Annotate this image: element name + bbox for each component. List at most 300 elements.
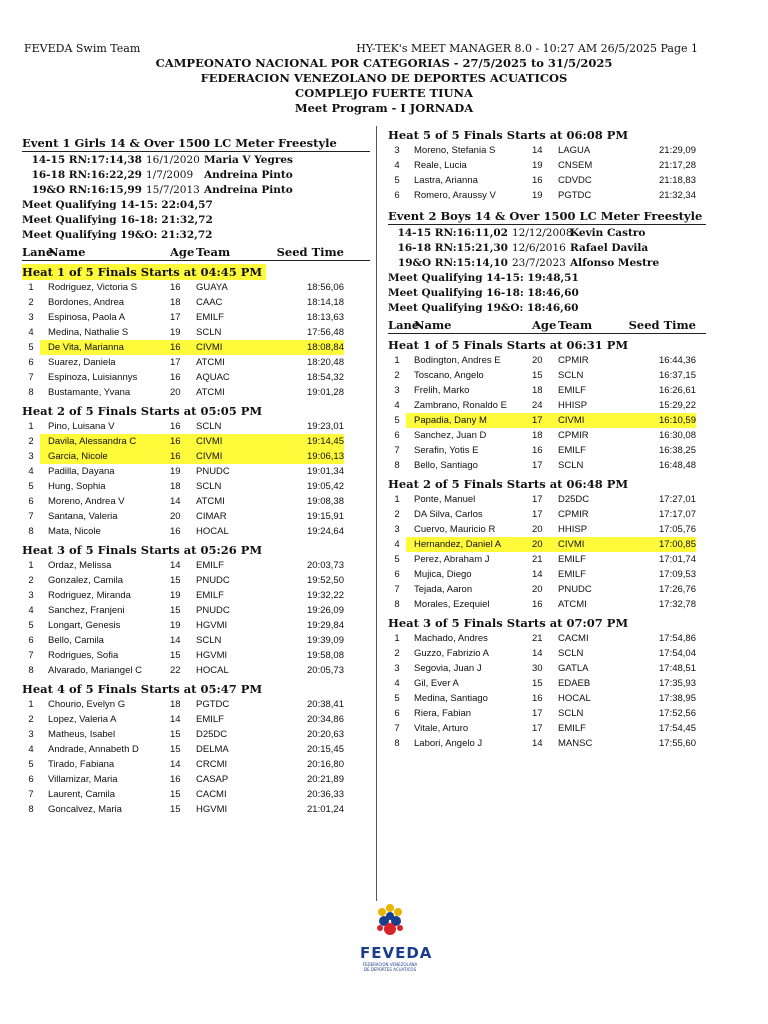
logo-subtext: FEDERACION VENEZOLANA DE DEPORTES ACUATICOS [362, 962, 418, 972]
swimmer-team: ATCMI [558, 599, 587, 610]
swimmer-age: 21 [532, 554, 543, 565]
seed-time: 19:01,28 [307, 387, 344, 398]
table-row [22, 742, 370, 757]
swimmer-name: Villamizar, Maria [48, 774, 118, 785]
event-title: Event 1 Girls 14 & Over 1500 LC Meter Freestyle [22, 136, 370, 152]
lane-number: 7 [394, 445, 400, 456]
lane-number: 5 [28, 481, 34, 492]
swimmer-age: 19 [170, 620, 181, 631]
seed-time: 18:56,06 [307, 282, 344, 293]
lane-number: 4 [28, 327, 34, 338]
table-row [388, 458, 706, 473]
table-row [22, 449, 370, 464]
swimmer-age: 18 [532, 385, 543, 396]
seed-time: 19:39,09 [307, 635, 344, 646]
swimmer-age: 14 [170, 635, 181, 646]
swimmer-name: Garcia, Nicole [40, 449, 170, 464]
record-date: 1/7/2009 [146, 169, 194, 181]
seed-time: 18:08,84 [256, 340, 344, 355]
seed-time: 21:01,24 [307, 804, 344, 815]
swimmer-team: CPMIR [558, 509, 589, 520]
swimmer-team: ATCMI [196, 496, 225, 507]
swimmer-team: CIVMI [558, 537, 608, 552]
meet-qualifying: Meet Qualifying 14-15: 22:04,57 [22, 199, 213, 211]
swimmer-age: 21 [532, 633, 543, 644]
column-header-lane: Lane [22, 245, 54, 259]
swimmer-age: 16 [532, 599, 543, 610]
swimmer-age: 16 [170, 774, 181, 785]
lane-number: 4 [28, 744, 34, 755]
heat-title: Heat 3 of 5 Finals Starts at 07:07 PM [388, 616, 629, 630]
swimmer-age: 17 [532, 460, 543, 471]
swimmer-team: CIVMI [558, 413, 608, 428]
swimmer-team: EMILF [558, 569, 586, 580]
seed-time: 17:54,86 [659, 633, 696, 644]
table-row [388, 492, 706, 507]
heat-title-row [22, 678, 370, 697]
swimmer-age: 17 [170, 312, 181, 323]
column-header-seed: Seed Time [628, 318, 696, 332]
seed-time: 20:05,73 [307, 665, 344, 676]
seed-time: 21:18,83 [659, 175, 696, 186]
lane-number: 4 [394, 678, 400, 689]
seed-time: 17:17,07 [659, 509, 696, 520]
swimmer-name: Morales, Ezequiel [414, 599, 490, 610]
table-row [22, 712, 370, 727]
seed-time: 19:29,84 [307, 620, 344, 631]
table-row [388, 443, 706, 458]
record-date: 12/12/2008 [512, 227, 573, 239]
swimmer-name: Hung, Sophia [48, 481, 106, 492]
swimmer-name: Alvarado, Mariangel C [48, 665, 142, 676]
swimmer-name: Sanchez, Franjeni [48, 605, 125, 616]
swimmer-age: 16 [170, 434, 196, 449]
meet-qualifying: Meet Qualifying 19&O: 21:32,72 [22, 229, 213, 241]
table-row [388, 676, 706, 691]
swimmer-team: SCLN [558, 370, 584, 381]
seed-time: 17:35,93 [659, 678, 696, 689]
swimmer-name: Moreno, Andrea V [48, 496, 125, 507]
table-row [388, 721, 706, 736]
meet-qualifying: Meet Qualifying 19&O: 18:46,60 [388, 302, 579, 314]
meet-title: CAMPEONATO NACIONAL POR CATEGORIAS - 27/5/2025 to 31/5/2025 [155, 56, 613, 70]
swimmer-name: Labori, Angelo J [414, 738, 483, 749]
swimmer-age: 17 [532, 708, 543, 719]
table-row [22, 310, 370, 325]
swimmer-team: PGTDC [196, 699, 230, 710]
swimmer-age: 14 [170, 496, 181, 507]
swimmer-team: HGVMI [196, 650, 228, 661]
swimmer-age: 20 [170, 511, 181, 522]
table-row [388, 597, 706, 612]
seed-time: 20:15,45 [307, 744, 344, 755]
swimmer-team: SCLN [196, 481, 222, 492]
swimmer-age: 19 [532, 160, 543, 171]
swimmer-age: 19 [170, 327, 181, 338]
seed-time: 17:00,85 [608, 537, 696, 552]
swimmer-team: SCLN [196, 327, 222, 338]
record-holder: Andreina Pinto [204, 184, 293, 196]
swimmer-team: SCLN [558, 708, 584, 719]
lane-number: 5 [394, 554, 400, 565]
swimmer-team: CPMIR [558, 430, 589, 441]
seed-time: 18:20,48 [307, 357, 344, 368]
column-divider [376, 126, 377, 901]
swimmer-name: Machado, Andres [414, 633, 488, 644]
swimmer-name: Cuervo, Mauricio R [414, 524, 496, 535]
table-row [388, 736, 706, 751]
table-row [388, 507, 706, 522]
swimmer-name: Rodrigues, Sofia [48, 650, 119, 661]
swimmer-team: PNUDC [196, 466, 230, 477]
seed-time: 18:13,63 [307, 312, 344, 323]
swimmer-team: CIMAR [196, 511, 227, 522]
record-line [22, 169, 370, 184]
swimmer-name: Matheus, Isabel [48, 729, 116, 740]
table-row [388, 428, 706, 443]
seed-time: 19:15,91 [307, 511, 344, 522]
swimmer-team: CIVMI [196, 434, 256, 449]
table-row [388, 537, 706, 552]
lane-number: 4 [394, 160, 400, 171]
swimmer-team: MANSC [558, 738, 593, 749]
lane-number: 6 [28, 357, 34, 368]
table-row [22, 558, 370, 573]
seed-time: 17:32,78 [659, 599, 696, 610]
swimmer-name: Mujica, Diego [414, 569, 472, 580]
swimmer-name: Espinoza, Luisiannys [48, 372, 138, 383]
swimmer-name: Zambrano, Ronaldo E [414, 400, 507, 411]
seed-time: 19:52,50 [307, 575, 344, 586]
swimmer-team: EMILF [196, 590, 224, 601]
swimmer-team: SCLN [196, 635, 222, 646]
lane-number: 7 [394, 584, 400, 595]
meet-qualifying: Meet Qualifying 14-15: 19:48,51 [388, 272, 579, 284]
seed-time: 17:56,48 [307, 327, 344, 338]
swimmer-team: SCLN [558, 648, 584, 659]
record-date: 23/7/2023 [512, 257, 566, 269]
swimmer-team: HOCAL [558, 693, 591, 704]
seed-time: 19:06,13 [256, 449, 344, 464]
seed-time: 19:32,22 [307, 590, 344, 601]
table-row [22, 697, 370, 712]
swimmer-age: 19 [170, 466, 181, 477]
seed-time: 16:44,36 [659, 355, 696, 366]
seed-time: 20:34,86 [307, 714, 344, 725]
table-row [388, 188, 706, 203]
lane-number: 2 [28, 436, 34, 447]
lane-number: 5 [28, 759, 34, 770]
swimmer-team: EMILF [196, 714, 224, 725]
swimmer-team: AQUAC [196, 372, 230, 383]
swimmer-age: 16 [532, 175, 543, 186]
lane-number: 8 [28, 526, 34, 537]
column-headers [22, 245, 370, 261]
swimmer-team: CIVMI [196, 340, 256, 355]
record-label: 19&O RN:15:14,10 [397, 257, 508, 269]
swimmer-age: 20 [532, 584, 543, 595]
swimmer-name: Vitale, Arturo [414, 723, 469, 734]
swimmer-team: EMILF [196, 560, 224, 571]
lane-number: 8 [394, 460, 400, 471]
swimmer-name: Tirado, Fabiana [48, 759, 115, 770]
lane-number: 1 [28, 421, 34, 432]
swimmer-name: Espinosa, Paola A [48, 312, 126, 323]
swimmer-name: Suarez, Daniela [48, 357, 116, 368]
swimmer-name: Riera, Fabian [414, 708, 472, 719]
swimmer-team: CIVMI [196, 449, 256, 464]
swimmer-name: Andrade, Annabeth D [48, 744, 139, 755]
seed-time: 17:48,51 [659, 663, 696, 674]
seed-time: 17:26,76 [659, 584, 696, 595]
lane-number: 1 [28, 282, 34, 293]
table-row [22, 727, 370, 742]
column-header-lane: Lane [388, 318, 420, 332]
swimmer-name: Reale, Lucia [414, 160, 467, 171]
seed-time: 17:54,45 [659, 723, 696, 734]
software-header: HY-TEK's MEET MANAGER 8.0 - 10:27 AM 26/5/2025 Page 1 [356, 42, 698, 55]
seed-time: 19:26,09 [307, 605, 344, 616]
seed-time: 16:38,25 [659, 445, 696, 456]
swimmer-name: Bustamante, Yvana [48, 387, 131, 398]
swimmer-team: HGVMI [196, 620, 228, 631]
swimmer-age: 24 [532, 400, 543, 411]
swimmer-team: EMILF [196, 312, 224, 323]
swimmer-age: 20 [532, 537, 558, 552]
table-row [22, 464, 370, 479]
heat-title-row [388, 612, 706, 631]
swimmer-team: ATCMI [196, 357, 225, 368]
seed-time: 17:05,76 [659, 524, 696, 535]
table-row [22, 434, 370, 449]
heat-title: Heat 3 of 5 Finals Starts at 05:26 PM [22, 543, 263, 557]
swimmer-age: 14 [532, 738, 543, 749]
swimmer-name: Medina, Nathalie S [48, 327, 129, 338]
table-row [388, 413, 706, 428]
swimmer-team: PGTDC [558, 190, 592, 201]
swimmer-team: DELMA [196, 744, 229, 755]
swimmer-name: Pino, Luisana V [48, 421, 115, 432]
swimmer-age: 16 [532, 445, 543, 456]
logo-text: FEVEDA [360, 944, 433, 962]
swimmer-age: 17 [532, 494, 543, 505]
lane-number: 2 [394, 648, 400, 659]
lane-number: 1 [394, 494, 400, 505]
lane-number: 7 [394, 723, 400, 734]
record-line [22, 154, 370, 169]
record-holder: Maria V Yegres [204, 154, 293, 166]
seed-time: 16:30,08 [659, 430, 696, 441]
swimmer-name: Serafin, Yotis E [414, 445, 479, 456]
lane-number: 3 [394, 145, 400, 156]
seed-time: 20:20,63 [307, 729, 344, 740]
seed-time: 17:54,04 [659, 648, 696, 659]
record-line [22, 184, 370, 199]
lane-number: 8 [28, 387, 34, 398]
record-label: 14-15 RN:16:11,02 [397, 227, 508, 239]
swimmer-name: Gil, Ever A [414, 678, 459, 689]
record-holder: Kevin Castro [570, 227, 646, 239]
seed-time: 20:16,80 [307, 759, 344, 770]
seed-time: 18:54,32 [307, 372, 344, 383]
heat-title: Heat 5 of 5 Finals Starts at 06:08 PM [388, 128, 629, 142]
table-row [22, 385, 370, 400]
lane-number: 4 [28, 466, 34, 477]
swimmer-name: Ponte, Manuel [414, 494, 476, 505]
heat-title: Heat 1 of 5 Finals Starts at 04:45 PM [22, 264, 266, 280]
seed-time: 17:27,01 [659, 494, 696, 505]
swimmer-name: Bello, Santiago [414, 460, 478, 471]
lane-number: 4 [394, 400, 400, 411]
swimmer-name: Bello, Camila [48, 635, 104, 646]
table-row [388, 706, 706, 721]
lane-number: 5 [394, 175, 400, 186]
swimmer-age: 14 [532, 569, 543, 580]
lane-number: 3 [394, 663, 400, 674]
heat-title: Heat 4 of 5 Finals Starts at 05:47 PM [22, 682, 263, 696]
swimmer-age: 15 [170, 789, 181, 800]
swimmer-age: 17 [532, 723, 543, 734]
swimmer-age: 16 [170, 372, 181, 383]
record-line [388, 242, 706, 257]
swimmer-age: 15 [170, 650, 181, 661]
swimmer-age: 30 [532, 663, 543, 674]
table-row [22, 787, 370, 802]
seed-time: 20:03,73 [307, 560, 344, 571]
record-label: 14-15 RN:17:14,38 [31, 154, 142, 166]
seed-time: 20:21,89 [307, 774, 344, 785]
swimmer-name: Frelih, Marko [414, 385, 470, 396]
record-date: 15/7/2013 [146, 184, 200, 196]
heat-title-row [388, 334, 706, 353]
table-row [388, 353, 706, 368]
table-row [22, 772, 370, 787]
table-row [388, 661, 706, 676]
lane-number: 5 [28, 342, 34, 353]
swimmer-name: Ordaz, Melissa [48, 560, 112, 571]
heat-title-row [388, 473, 706, 492]
column-header-age: Age [170, 245, 195, 259]
seed-time: 19:58,08 [307, 650, 344, 661]
swimmer-name: Tejada, Aaron [414, 584, 473, 595]
table-row [22, 340, 370, 355]
lane-number: 8 [28, 665, 34, 676]
swimmer-age: 20 [170, 387, 181, 398]
lane-number: 6 [28, 635, 34, 646]
swimmer-age: 19 [532, 190, 543, 201]
swimmer-age: 22 [170, 665, 181, 676]
seed-time: 19:14,45 [256, 434, 344, 449]
left-column [22, 136, 370, 817]
swimmer-team: HOCAL [196, 526, 229, 537]
seed-time: 21:17,28 [659, 160, 696, 171]
swimmer-age: 14 [532, 648, 543, 659]
seed-time: 20:38,41 [307, 699, 344, 710]
swimmer-age: 14 [170, 560, 181, 571]
lane-number: 5 [28, 620, 34, 631]
table-row [22, 603, 370, 618]
column-headers [388, 318, 706, 334]
table-row [388, 552, 706, 567]
swimmer-name: Guzzo, Fabrizio A [414, 648, 489, 659]
seed-time: 19:01,34 [307, 466, 344, 477]
seed-time: 18:14,18 [307, 297, 344, 308]
meet-qualifying: Meet Qualifying 16-18: 18:46,60 [388, 287, 579, 299]
swimmer-age: 15 [170, 744, 181, 755]
swimmer-team: GUAYA [196, 282, 228, 293]
swimmer-team: CACMI [558, 633, 589, 644]
record-line [388, 227, 706, 242]
lane-number: 3 [394, 385, 400, 396]
heat-title: Heat 1 of 5 Finals Starts at 06:31 PM [388, 338, 629, 352]
swimmer-team: EMILF [558, 554, 586, 565]
swimmer-age: 18 [170, 297, 181, 308]
swimmer-age: 16 [170, 449, 196, 464]
swimmer-age: 15 [170, 605, 181, 616]
federation-title: FEDERACION VENEZOLANO DE DEPORTES ACUATICOS [200, 71, 568, 85]
table-row [388, 646, 706, 661]
column-header-age: Age [532, 318, 557, 332]
swimmer-age: 14 [170, 714, 181, 725]
swimmer-age: 16 [170, 282, 181, 293]
lane-number: 3 [28, 451, 34, 462]
table-row [22, 618, 370, 633]
swimmer-age: 15 [532, 678, 543, 689]
lane-number: 1 [28, 560, 34, 571]
table-row [388, 398, 706, 413]
seed-time: 16:10,59 [608, 413, 696, 428]
swimmer-team: D25DC [558, 494, 590, 505]
swimmer-name: Sanchez, Juan D [414, 430, 487, 441]
swimmer-name: Gonzalez, Camila [48, 575, 123, 586]
lane-number: 4 [394, 539, 400, 550]
swimmer-age: 15 [170, 804, 181, 815]
swimmer-name: Santana, Valeria [48, 511, 118, 522]
lane-number: 1 [28, 699, 34, 710]
venue-title: COMPLEJO FUERTE TIUNA [295, 86, 473, 100]
seed-time: 19:08,38 [307, 496, 344, 507]
heat-title-row [22, 539, 370, 558]
right-column [388, 124, 706, 751]
swimmer-name: Romero, Araussy V [414, 190, 496, 201]
swimmer-age: 14 [532, 145, 543, 156]
heat-title-row [388, 124, 706, 143]
swimmer-age: 19 [170, 590, 181, 601]
table-row [22, 280, 370, 295]
seed-time: 19:05,42 [307, 481, 344, 492]
swimmer-age: 18 [170, 699, 181, 710]
event-title: Event 2 Boys 14 & Over 1500 LC Meter Freestyle [388, 209, 706, 225]
swimmer-name: Padilla, Dayana [48, 466, 115, 477]
team-name: FEVEDA Swim Team [24, 42, 141, 55]
lane-number: 6 [394, 708, 400, 719]
lane-number: 2 [394, 370, 400, 381]
table-row [22, 479, 370, 494]
table-row [388, 567, 706, 582]
swimmer-team: CNSEM [558, 160, 593, 171]
swimmer-age: 18 [170, 481, 181, 492]
swimmer-age: 20 [532, 355, 543, 366]
swimmer-name: Lastra, Arianna [414, 175, 478, 186]
seed-time: 17:52,56 [659, 708, 696, 719]
feveda-logo [360, 900, 433, 972]
swimmer-name: Mata, Nicole [48, 526, 101, 537]
swimmer-name: Rodriguez, Victoria S [48, 282, 138, 293]
swimmer-team: CDVDC [558, 175, 592, 186]
heat-title-row [22, 261, 370, 280]
feveda-emblem-icon [360, 900, 420, 940]
swimmer-age: 16 [532, 693, 543, 704]
